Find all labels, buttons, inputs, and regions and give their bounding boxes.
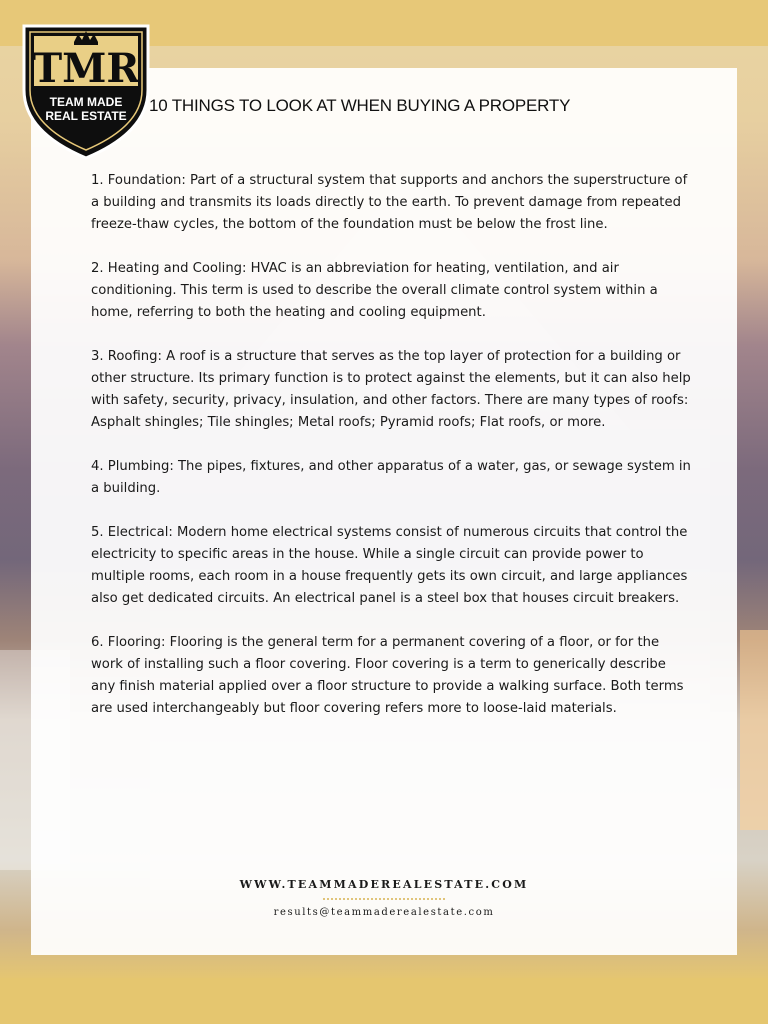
footer-divider [323,898,445,900]
footer-website[interactable]: WWW.TEAMMADEREALESTATE.COM [239,878,529,891]
page-title: 10 THINGS TO LOOK AT WHEN BUYING A PROPERTY [149,96,571,115]
logo-text-line2: REAL ESTATE [45,109,127,123]
logo-monogram: TMR [32,45,140,92]
logo-text-line1: TEAM MADE [49,95,123,109]
bottom-gold-bar [0,978,768,1024]
item-foundation: 1. Foundation: Part of a structural system that supports and anchors the superstructure of a building and transmits its loads directly to the earth. To prevent damage from repeated freeze-thaw cycles, the bottom of the foundation must be below the frost line. [91,173,688,232]
background-front-door [740,630,768,830]
item-roofing: 3. Roofing: A roof is a structure that serves as the top layer of protection for a building or other structure. Its primary function is to protect against the elements, but it can also help with safety, security, privacy, insulation, and other factors. There are many types of roofs: Asphalt shingles; Tile shingles; Metal roofs; Pyramid roofs; Flat roofs, or more. [91,349,691,430]
item-plumbing: 4. Plumbing: The pipes, fixtures, and other apparatus of a water, gas, or sewage system in a building. [91,459,691,496]
footer-email[interactable]: results@teammaderealestate.com [273,907,495,918]
item-electrical: 5. Electrical: Modern home electrical systems consist of numerous circuits that control the electricity to specific areas in the house. While a single circuit can provide power to multiple rooms, each room in a house frequently gets its own circuit, and large appliances also get dedicated circuits. An electrical panel is a steel box that houses circuit breakers. [91,525,688,606]
item-heating-cooling: 2. Heating and Cooling: HVAC is an abbreviation for heating, ventilation, and air conditioning. This term is used to describe the overall climate control system within a home, referring to both the heating and cooling equipment. [91,261,658,320]
item-flooring: 6. Flooring: Flooring is the general term for a permanent covering of a floor, or for the work of installing such a floor covering. Floor covering is a term to generically describe any finish material applied over a floor structure to provide a walking surface. Both terms are used interchangeably but floor covering refers more to loose-laid materials. [91,635,684,716]
items-list [91,170,691,742]
team-made-real-estate-logo [20,20,152,162]
